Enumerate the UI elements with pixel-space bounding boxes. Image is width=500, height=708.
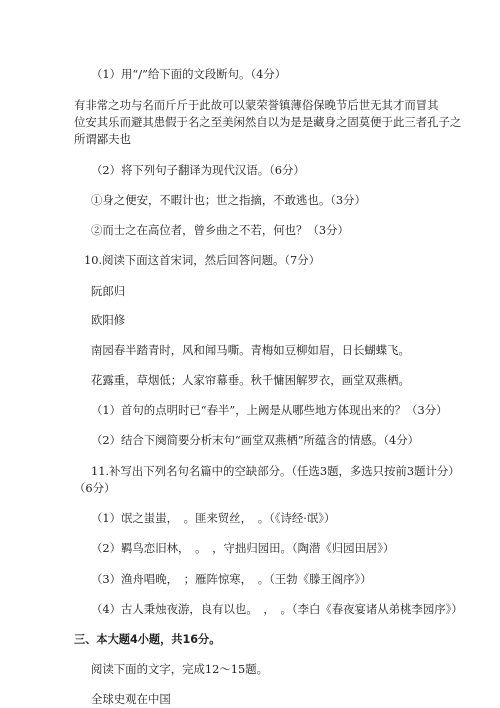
passage-line: 有非常之功与名而斤斤于此故可以蒙荣誉镇薄俗保晚节后世无其才而冒其 [74, 98, 439, 112]
translation-question: （2）将下列句子翻译为现代汉语。（6分） [91, 163, 305, 177]
passage-line: 位安其乐而避其患假于名之至美闲然自以为是是藏身之固莫便于此三者孔子之 [74, 115, 462, 129]
fill-blank-item: （4）古人秉烛夜游，良有以也。 ， 。（李白《春夜宴诸从弟桃李园序》） [91, 602, 463, 616]
translation-item: ①身之便安，不暇计也；世之指摘，不敢逃也。（3分） [91, 193, 366, 207]
poem-author: 欧阳修 [91, 313, 126, 327]
poem-line: 花露重，草烟低；人家帘幕垂。秋千慵困解罗衣，画堂双燕栖。 [91, 373, 410, 387]
poem-sub-question: （1）首句的点明时已“春半”，上阙是从哪些地方体现出来的？（3分） [91, 403, 448, 417]
translation-item: ②而士之在高位者，曾乡曲之不若，何也？（3分） [91, 223, 349, 237]
poem-title: 阮郎归 [91, 284, 126, 298]
question-11-prompt: 11.补写出下列名句名篇中的空缺部分。（任选3题，多选只按前3题计分） [91, 464, 460, 478]
fill-blank-item: （1）氓之蚩蚩， 。匪来贸丝， 。（《诗经·氓》） [91, 511, 336, 525]
fill-blank-item: （2）羁鸟恋旧林， 。 ，守拙归园田。（陶潜《归园田居》） [91, 541, 395, 555]
question-11-points: （6分） [74, 481, 116, 495]
passage-line: 所谓鄙夫也 [74, 132, 131, 146]
article-title: 全球史观在中国 [91, 692, 171, 706]
section-heading: 三、本大题4小题，共16分。 [74, 633, 221, 646]
punctuation-question: （1）用“/”给下面的文段断句。（4分） [91, 67, 287, 81]
fill-blank-item: （3）渔舟唱晚， ；雁阵惊寒， 。（王勃《滕王阁序》） [91, 572, 372, 586]
question-10-prompt: 10.阅读下面这首宋词，然后回答问题。（7分） [84, 253, 321, 267]
poem-sub-question: （2）结合下阕简要分析末句“画堂双燕栖”所蕴含的情感。（4分） [91, 433, 419, 447]
section-instruction: 阅读下面的文字，完成12～15题。 [91, 662, 269, 676]
poem-line: 南园春半踏青时，风和闻马嘶。青梅如豆柳如眉，日长蝴蝶飞。 [91, 343, 410, 357]
